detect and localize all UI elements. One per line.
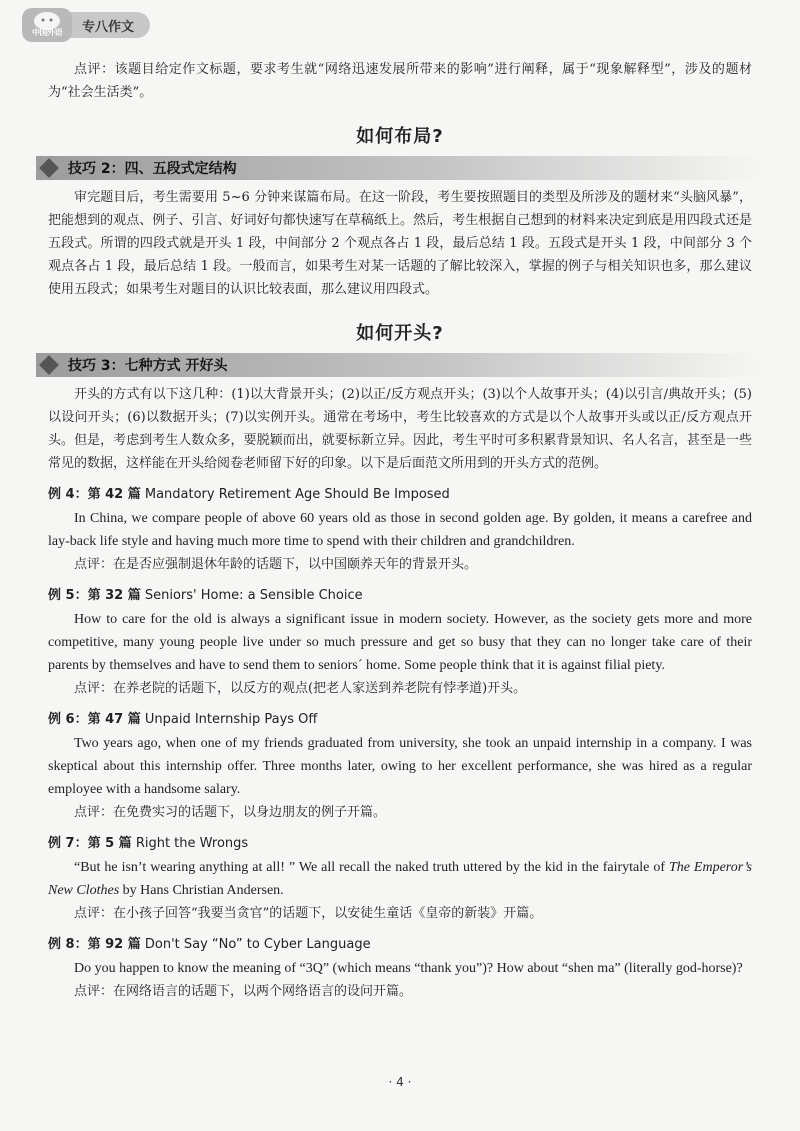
example-heading <box>48 586 752 606</box>
book-title: The Emperor’s New Clothes <box>48 860 753 898</box>
example-label: 例 8：第 92 篇 <box>48 937 141 952</box>
example-title: Right the Wrongs <box>135 836 249 851</box>
example-title: Unpaid Internship Pays Off <box>144 712 318 727</box>
publisher-logo <box>22 8 72 42</box>
example-title: Seniors' Home: a Sensible Choice <box>144 588 363 603</box>
example-text-part: “But he isn’t wearing anything at all! ” We all recall the naked truth uttered by the kid in the fairytale of <box>74 860 669 875</box>
example-heading <box>48 485 752 505</box>
example-text: How to care for the old is always a significant issue in modern society. However, as the society gets more and more competitive, many young people live under so much pressure and get so busy that they can no longer take care of their parents by themselves and have to send them to seniors´ home. Some people think that it is against filial piety. <box>48 612 752 673</box>
example-comment: 点评：在是否应强制退休年龄的话题下，以中国颐养天年的背景开头。 <box>74 557 478 572</box>
tip-title: 技巧 3：七种方式 开好头 <box>68 358 228 374</box>
section-tab: 专八作文 <box>68 12 150 38</box>
example-label: 例 6：第 47 篇 <box>48 712 141 727</box>
example-label: 例 5：第 32 篇 <box>48 588 141 603</box>
example-comment: 点评：在网络语言的话题下，以两个网络语言的设问开篇。 <box>74 984 413 999</box>
tip-bar-2 <box>36 156 762 180</box>
tip-body: 开头的方式有以下这几种：(1)以大背景开头；(2)以正/反方观点开头；(3)以个人故事开头；(4)以引言/典故开头；(5)以设问开头；(6)以数据开头；(7)以实例开头。通常在考场中，考生比较喜欢的方式是以个人故事开头或以正/反方观点开头。但是，考虑到考生人数众多，要脱颖而出，就要标新立异。因此，考生平时可多积累背景知识、名人名言，甚至是一些常见的数据，这样能在开头给阅卷老师留下好的印象。以下是后面范文所用到的开头方式的范例。 <box>48 387 752 471</box>
example-comment: 点评：在免费实习的话题下，以身边朋友的例子开篇。 <box>74 805 387 820</box>
intro-comment: 点评：该题目给定作文标题，要求考生就“网络迅速发展所带来的影响”进行阐释，属于“现象解释型”，涉及的题材为“社会生活类”。 <box>48 62 752 100</box>
tip-bar-3 <box>36 353 762 377</box>
example-text: Do you happen to know the meaning of “3Q” (which means “thank you”)? How about “shen ma” (literally god-horse)? <box>74 961 743 976</box>
page-content <box>48 58 752 1003</box>
example-text: Two years ago, when one of my friends graduated from university, she took an unpaid internship in a company. I was skeptical about this internship offer. Three months later, owing to her excellent performance, she was hired as a regular employee with a handsome salary. <box>48 736 752 797</box>
page-number: · 4 · <box>388 1075 412 1089</box>
example-label: 例 4：第 42 篇 <box>48 487 141 502</box>
tip-title: 技巧 2：四、五段式定结构 <box>68 161 237 177</box>
logo-text: 中国外语 <box>32 27 62 37</box>
example-comment: 点评：在养老院的话题下，以反方的观点(把老人家送到养老院有悖孝道)开头。 <box>74 681 527 696</box>
diamond-icon <box>39 158 59 178</box>
example-comment: 点评：在小孩子回答“我要当贪官”的话题下，以安徒生童话《皇帝的新装》开篇。 <box>74 906 543 921</box>
page-header <box>22 8 150 42</box>
example-text <box>48 856 752 902</box>
diamond-icon <box>39 355 59 375</box>
section-title-layout: 如何布局? <box>356 126 444 147</box>
example-text: In China, we compare people of above 60 years old as those in second golden age. By golden, it means a carefree and lay-back life style and having much more time to spend with their children and grandchildren. <box>48 511 752 549</box>
example-title: Don't Say “No” to Cyber Language <box>144 937 371 952</box>
example-heading <box>48 710 752 730</box>
example-heading <box>48 935 752 955</box>
section-title-opening: 如何开头? <box>356 323 444 344</box>
example-title: Mandatory Retirement Age Should Be Imposed <box>144 487 450 502</box>
tip-body: 审完题目后，考生需要用 5~6 分钟来谋篇布局。在这一阶段，考生要按照题目的类型及所涉及的题材来“头脑风暴”，把能想到的观点、例子、引言、好词好句都快速写在草稿纸上。然后，考生根据自己想到的材料来决定到底是用四段式还是五段式。所谓的四段式就是开头 1 段，中间部分 2 个观点各占 1 段，最后总结 1 段。五段式是开头 1 段，中间部分 3 个观点各占 1 段，最后总结 1 段。一般而言，如果考生对某一话题的了解比较深入，掌握的例子与相关知识也多，那么建议使用五段式；如果考生对题目的认识比较表面，那么建议用四段式。 <box>48 190 752 297</box>
example-heading <box>48 834 752 854</box>
example-label: 例 7：第 5 篇 <box>48 836 132 851</box>
example-text-part: by Hans Christian Andersen. <box>119 883 284 898</box>
